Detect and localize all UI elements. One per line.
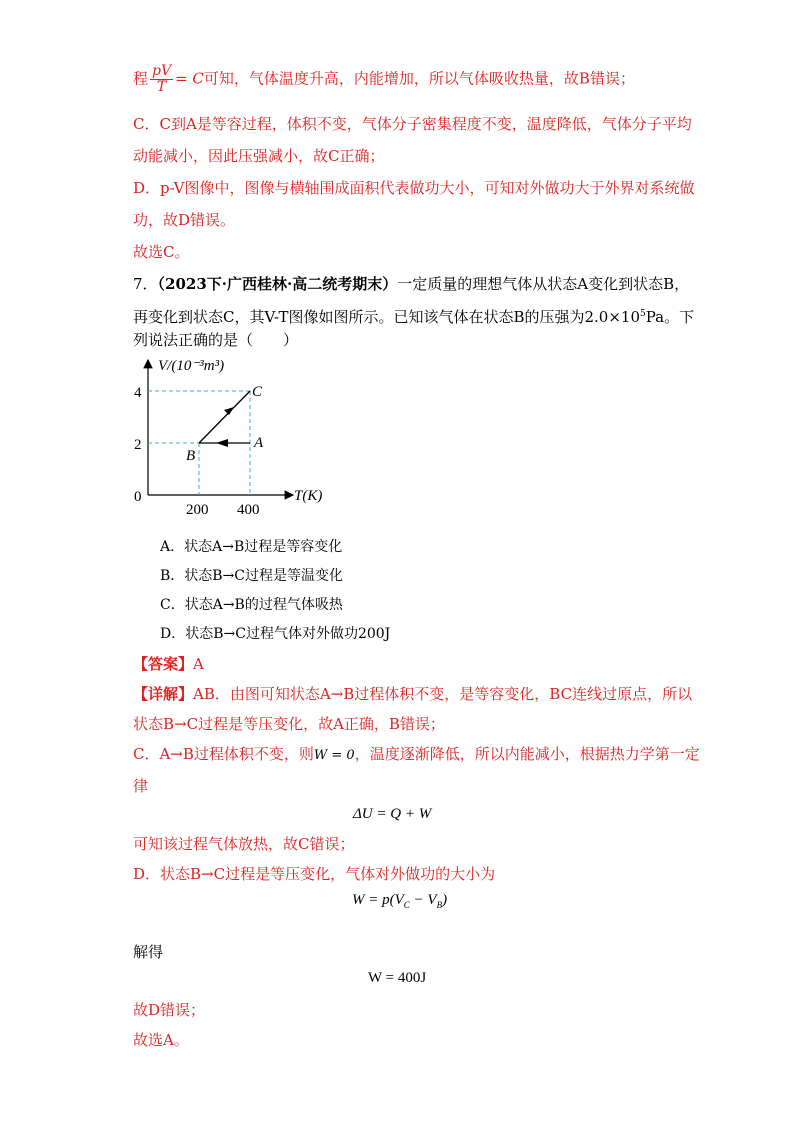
x-axis-label: T(K): [294, 488, 323, 504]
equation-work-part-2: − V: [409, 892, 437, 908]
fraction-pv-t: [150, 64, 173, 95]
text-line-1: [133, 64, 635, 95]
equation-work: [352, 892, 447, 910]
fraction-denominator: T: [156, 79, 167, 95]
inline-equation-w0: W = 0: [313, 748, 355, 763]
question-7-line-2: [133, 304, 694, 327]
text-line-4: D．p-V图像中，图像与横轴围成面积代表做功大小，可知对外做功大于外界对系统做: [133, 179, 695, 197]
question-source: （2023下·广西桂林·高二统考期末）: [157, 275, 398, 293]
answer-line: [133, 654, 204, 674]
text-line-6: 故选C。: [133, 243, 190, 261]
point-a-label: A: [254, 435, 264, 451]
question-number: 7．: [133, 275, 158, 293]
detail-line-5: 可知该过程气体放热，故C错误；: [133, 835, 355, 853]
equation-work-part-1: W = p(V: [352, 892, 404, 908]
answer-value: A: [193, 655, 204, 673]
equation-result-text: W = 400J: [368, 970, 427, 986]
text-line-3: 动能减小，因此压强减小，故C正确；: [133, 147, 385, 165]
detail-line-4: 律: [133, 777, 149, 795]
question-text-2a: 再变化到状态C，其V-T图像如图所示。已知该气体在状态B的压强为2.0×10: [133, 308, 641, 326]
text-pre: 程: [133, 69, 149, 88]
question-7-line-3: 列说法正确的是（ ）: [133, 331, 299, 349]
y-tick-0: 0: [134, 489, 142, 505]
question-text-1: 一定质量的理想气体从状态A变化到状态B，: [397, 275, 690, 293]
detail-text-3a: C．A→B过程体积不变，则: [133, 745, 314, 763]
option-b: B．状态B→C过程是等温变化: [160, 568, 344, 584]
y-axis-label: V/(10⁻³m³): [158, 358, 225, 374]
option-d: D．状态B→C过程气体对外做功200J: [160, 626, 391, 642]
detail-line-7: 解得: [133, 943, 164, 961]
equation-work-part-3: ): [442, 892, 448, 908]
point-b-label: B: [186, 448, 196, 464]
y-tick-2: 2: [134, 437, 142, 453]
detail-line-3: [133, 744, 700, 766]
detail-text-1: AB．由图可知状态A→B过程体积不变，是等容变化，BC连线过原点，所以: [193, 685, 693, 703]
subscript-c: C: [403, 900, 410, 910]
detail-line-8: 故D错误；: [133, 1001, 206, 1019]
detail-line-1: [133, 684, 692, 704]
y-tick-4: 4: [134, 385, 142, 401]
text-line-2: C．C到A是等容过程，体积不变，气体分子密集程度不变，温度降低，气体分子平均: [133, 115, 692, 133]
detail-line-6: D．状态B→C过程是等压变化，气体对外做功的大小为: [133, 865, 496, 883]
line-b-c: [199, 391, 250, 443]
fraction-numerator: pV: [152, 63, 172, 79]
arrow-b-c: [224, 407, 234, 415]
text-line-5: 功，故D错误。: [133, 211, 236, 229]
option-c: C．状态A→B的过程气体吸热: [160, 597, 343, 613]
x-tick-200: 200: [186, 502, 209, 518]
equation-result: [368, 970, 426, 987]
question-7-line-1: [133, 274, 689, 294]
detail-text-3b: ，温度逐渐降低，所以内能减小，根据热力学第一定: [354, 745, 700, 763]
equals-c: = C: [175, 69, 204, 88]
exponent: 5: [640, 309, 646, 319]
vt-graph: [128, 352, 348, 532]
arrow-a-b: [216, 439, 228, 447]
detail-line-2: 状态B→C过程是等压变化，故A正确，B错误；: [133, 715, 445, 733]
equation-first-law: ΔU = Q + W: [353, 806, 432, 822]
detail-line-9: 故选A。: [133, 1031, 189, 1049]
subscript-b: B: [436, 900, 443, 910]
answer-label: 【答案】: [133, 655, 194, 673]
point-c-label: C: [252, 384, 263, 400]
question-text-2b: Pa。下: [645, 308, 695, 326]
detail-label: 【详解】: [133, 685, 194, 703]
option-a: A．状态A→B过程是等容变化: [160, 539, 343, 555]
text-post: 可知，气体温度升高，内能增加，所以气体吸收热量，故B错误；: [203, 69, 635, 88]
x-tick-400: 400: [237, 502, 260, 518]
